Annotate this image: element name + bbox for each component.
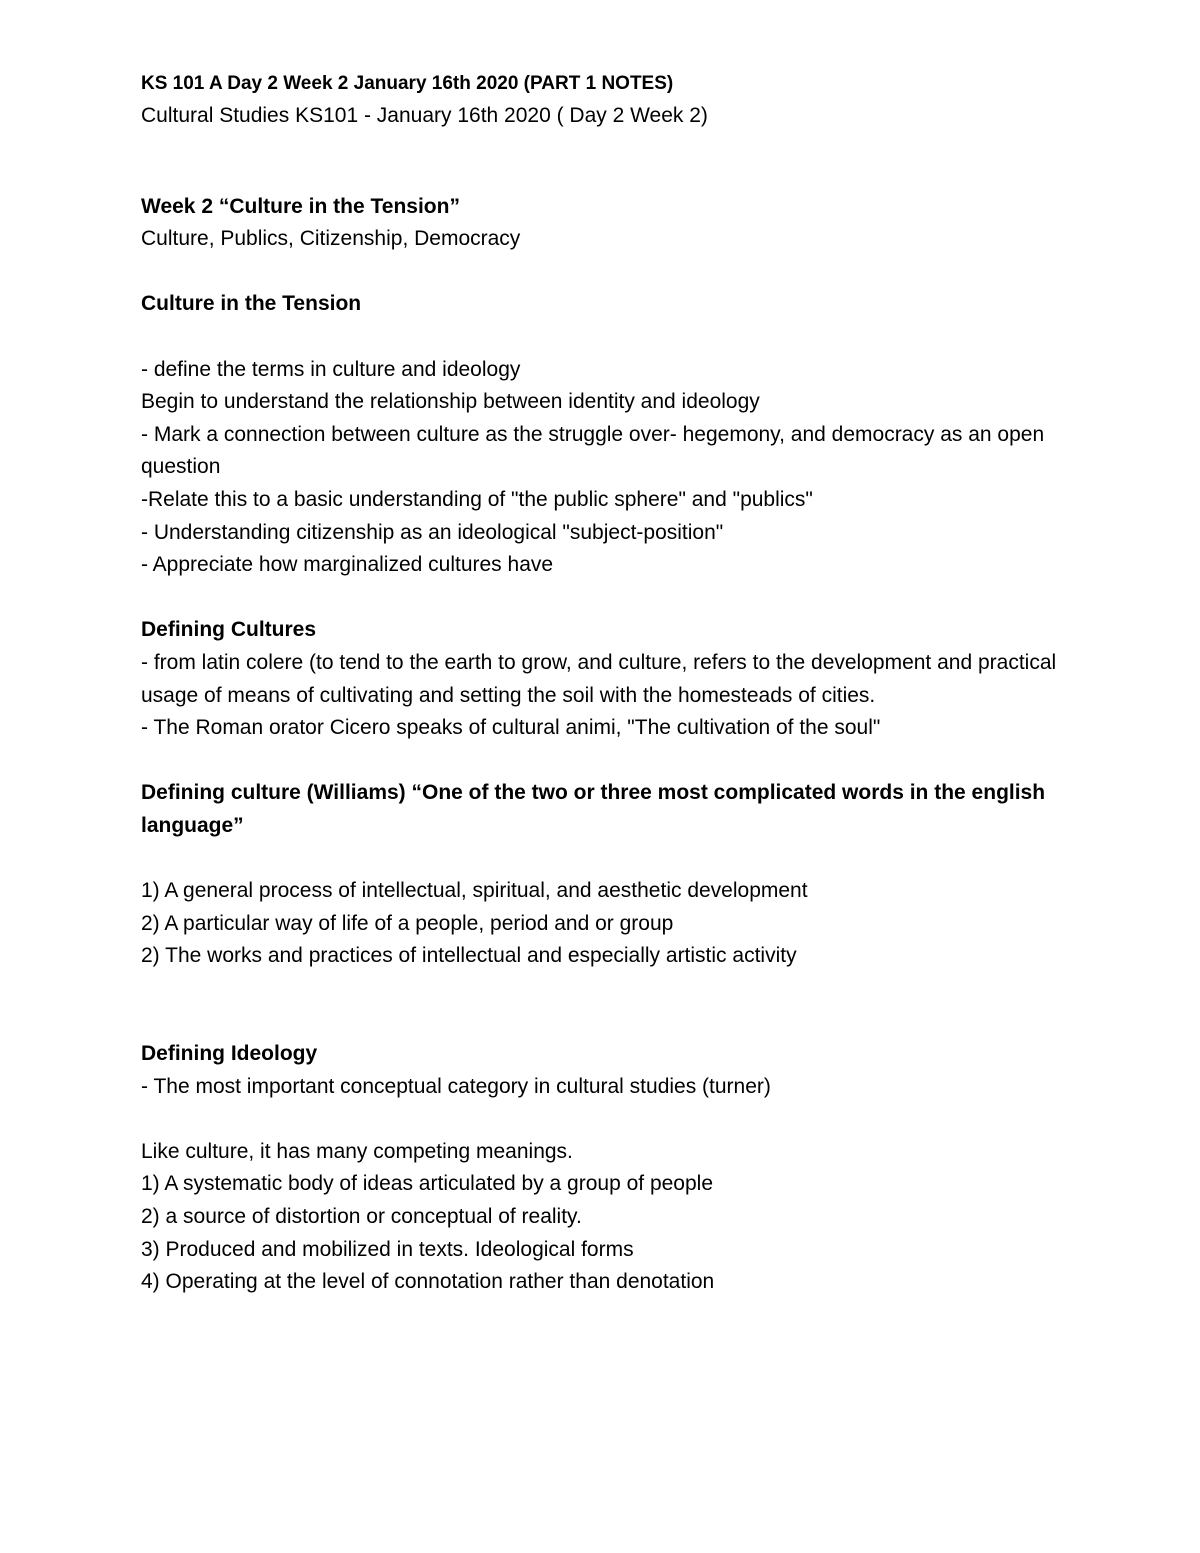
list-item: - define the terms in culture and ideology	[141, 357, 521, 381]
list-item: - Understanding citizenship as an ideological "subject-position"	[141, 520, 724, 544]
list-item: 2) a source of distortion or conceptual of reality.	[141, 1205, 582, 1228]
week-heading: Week 2 “Culture in the Tension”	[141, 194, 460, 218]
section-heading-culture-in-tension: Culture in the Tension	[141, 292, 362, 316]
section-heading-defining-culture-williams: Defining culture (Williams) “One of the two or three most complicated words in the english language”	[141, 781, 1046, 837]
list-item: 1) A systematic body of ideas articulated by a group of people	[141, 1172, 714, 1196]
week-topics: Culture, Publics, Citizenship, Democracy	[141, 227, 521, 251]
list-item: 2) The works and practices of intellectual and especially artistic activity	[141, 944, 797, 968]
list-item: Begin to understand the relationship between identity and ideology	[141, 390, 760, 414]
list-item: - The most important conceptual category in cultural studies (turner)	[141, 1074, 771, 1098]
list-item: - Mark a connection between culture as the struggle over- hegemony, and democracy as an open question	[141, 422, 1045, 479]
section-heading-defining-ideology: Defining Ideology	[141, 1042, 318, 1066]
list-item: - from latin colere (to tend to the earth to grow, and culture, refers to the development and practical usage of means of cultivating and setting the soil with the homesteads of cities.	[141, 650, 1057, 707]
list-item: 1) A general process of intellectual, spiritual, and aesthetic development	[141, 879, 808, 903]
list-item: - The Roman orator Cicero speaks of cultural animi, "The cultivation of the soul"	[141, 716, 881, 740]
list-item: 2) A particular way of life of a people, period and or group	[141, 911, 674, 935]
document-header: KS 101 A Day 2 Week 2 January 16th 2020 (PART 1 NOTES)	[141, 73, 674, 94]
list-item: -Relate this to a basic understanding of "the public sphere" and "publics"	[141, 487, 813, 511]
section-heading-defining-cultures: Defining Cultures	[141, 618, 317, 642]
list-item: 4) Operating at the level of connotation rather than denotation	[141, 1270, 715, 1294]
list-lead: Like culture, it has many competing meanings.	[141, 1139, 573, 1163]
list-item: 3) Produced and mobilized in texts. Ideological forms	[141, 1237, 634, 1261]
list-item: - Appreciate how marginalized cultures have	[141, 553, 554, 577]
document-subtitle: Cultural Studies KS101 - January 16th 2020 ( Day 2 Week 2)	[141, 104, 708, 127]
document-page	[141, 68, 1061, 1299]
